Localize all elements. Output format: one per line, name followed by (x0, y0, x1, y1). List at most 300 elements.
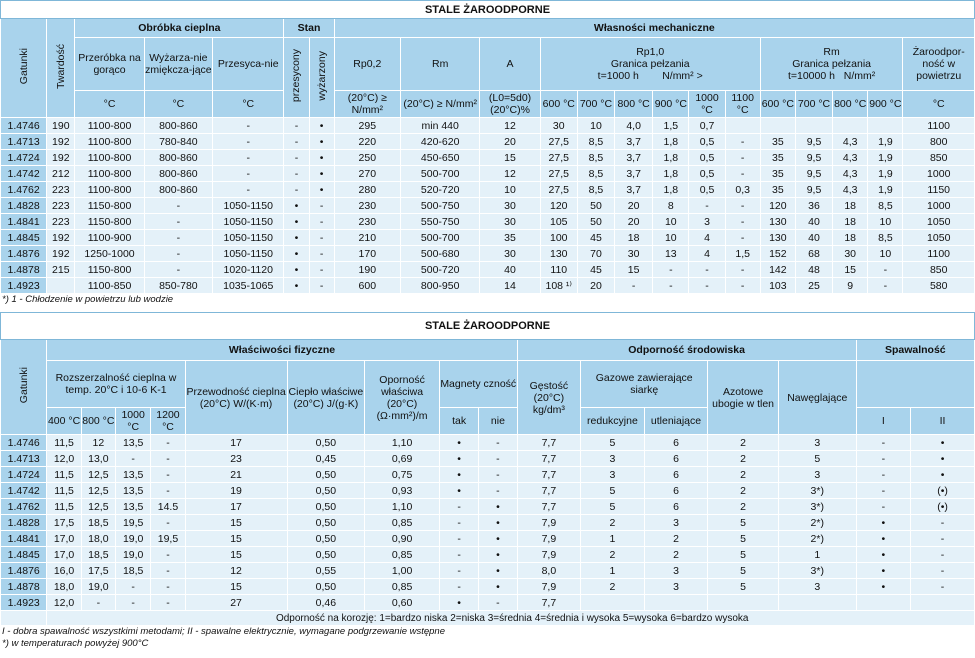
header2-temp-1000: 1000 °C (116, 408, 151, 435)
table-cell: 27,5 (540, 182, 577, 198)
table-cell: 192 (47, 134, 75, 150)
table-cell (725, 118, 760, 134)
table-cell: 550-750 (400, 214, 479, 230)
table-cell: 5 (708, 515, 779, 531)
table-cell: 14.5 (151, 499, 185, 515)
table-cell: 8,5 (577, 150, 614, 166)
table-cell: - (479, 451, 517, 467)
table-cell: 2*) (778, 531, 856, 547)
table-cell: 6 (644, 467, 708, 483)
unit-wyzarzanie: °C (144, 91, 212, 118)
table-cell: 1050-1150 (213, 198, 284, 214)
table-cell: 9,5 (795, 150, 832, 166)
table-cell: 1035-1065 (213, 278, 284, 294)
table-cell: 1150-800 (75, 262, 144, 278)
table-cell: - (151, 451, 185, 467)
table-cell: - (856, 483, 910, 499)
table-cell: 3 (689, 214, 725, 230)
grade-cell: 1.4762 (1, 499, 47, 515)
table-cell: 17 (185, 499, 287, 515)
table-cell: 12,5 (81, 467, 115, 483)
table-cell: • (856, 515, 910, 531)
table-cell: 800-860 (144, 118, 212, 134)
grade-cell: 1.4724 (1, 150, 47, 166)
table-cell: • (439, 595, 478, 611)
table-cell: 36 (795, 198, 832, 214)
header-rp10-temp: 900 °C (653, 91, 689, 118)
header2-temp-800: 800 °C (81, 408, 115, 435)
table-cell: • (284, 230, 309, 246)
table-cell: 12 (480, 118, 540, 134)
table-cell: 520-720 (400, 182, 479, 198)
table-cell: 2 (644, 547, 708, 563)
table-cell: 0,5 (689, 166, 725, 182)
header-przerobka: Przeróbka na gorąco (75, 38, 144, 91)
table-cell: 35 (760, 150, 795, 166)
table-cell: 18 (833, 198, 868, 214)
table-cell: 30 (833, 246, 868, 262)
table-cell: 2*) (778, 515, 856, 531)
table-cell: • (856, 531, 910, 547)
grade-cell: 1.4878 (1, 262, 47, 278)
table-cell: 15 (185, 579, 287, 595)
table-cell: 13,0 (81, 451, 115, 467)
table-cell: 17,5 (81, 563, 115, 579)
table-cell: - (911, 579, 975, 595)
table-cell (581, 595, 645, 611)
table-cell: 7,9 (517, 531, 581, 547)
table-cell: - (116, 579, 151, 595)
header-zarood: Żaroodpor-ność w powietrzu (903, 38, 975, 91)
table-cell: 15 (185, 547, 287, 563)
table-cell: 1100-800 (75, 150, 144, 166)
table-cell: 0,5 (689, 150, 725, 166)
footnote-2: I - dobra spawalność wszystkimi metodami; II - spawalne elektrycznie, wymagane podgrzewanie wstępne (2, 626, 446, 637)
table-cell: 19 (185, 483, 287, 499)
table-cell: 8,5 (577, 166, 614, 182)
table-row (1, 499, 975, 515)
grade-cell: 1.4923 (1, 595, 47, 611)
header-twardosc: Twardość (47, 19, 75, 118)
table-cell: - (213, 166, 284, 182)
table-cell: 0,50 (287, 499, 365, 515)
table-cell: 7,7 (517, 467, 581, 483)
table-cell: - (309, 246, 334, 262)
table-cell: 223 (47, 182, 75, 198)
table-cell (911, 595, 975, 611)
table-cell: 4 (689, 246, 725, 262)
table-cell: 25 (795, 278, 832, 294)
header-rm2-temp: 700 °C (795, 91, 832, 118)
table-cell: 9,5 (795, 182, 832, 198)
table-cell: 0,5 (689, 134, 725, 150)
table-cell: 0,45 (287, 451, 365, 467)
table-cell: 1,5 (653, 118, 689, 134)
table-cell: 70 (577, 246, 614, 262)
table-cell: 215 (47, 262, 75, 278)
table-cell: 1050-1150 (213, 246, 284, 262)
header-fiz: Właściwości fizyczne (47, 340, 517, 361)
table-cell (795, 118, 832, 134)
table-cell: 500-700 (400, 166, 479, 182)
grade-cell: 1.4845 (1, 547, 47, 563)
header-magn: Magnety czność (439, 361, 517, 408)
table-cell: - (213, 150, 284, 166)
table-cell: 1 (581, 531, 645, 547)
table-row (1, 230, 975, 246)
table-row (1, 166, 975, 182)
table-cell: 280 (334, 182, 400, 198)
header2-gatunki: Gatunki (1, 340, 47, 435)
table-cell: 3*) (778, 499, 856, 515)
table-cell: - (439, 563, 478, 579)
table-cell: - (213, 118, 284, 134)
header-wyzarzanie: Wyżarza-nie zmiękcza-jące (144, 38, 212, 91)
table-row (1, 483, 975, 499)
table-physical (0, 312, 975, 626)
table-cell: 1 (581, 563, 645, 579)
table-cell: 0,50 (287, 515, 365, 531)
table-cell: 850 (903, 262, 975, 278)
table-cell (760, 118, 795, 134)
table-cell: 0,46 (287, 595, 365, 611)
table-cell: - (284, 150, 309, 166)
table-row (1, 262, 975, 278)
table-cell: • (309, 182, 334, 198)
table-cell: 800-860 (144, 182, 212, 198)
table-cell: 192 (47, 246, 75, 262)
table-cell: 3,7 (615, 150, 653, 166)
table-cell: - (856, 435, 910, 451)
table-cell: 18 (833, 214, 868, 230)
table-cell: 600 (334, 278, 400, 294)
table-cell: 7,9 (517, 515, 581, 531)
table-cell: 142 (760, 262, 795, 278)
table-cell: - (309, 230, 334, 246)
header-spaw: Spawalność (856, 340, 974, 361)
table-cell: 4,3 (833, 150, 868, 166)
table-cell: min 440 (400, 118, 479, 134)
table-cell: - (151, 547, 185, 563)
header-rm2-temp: 600 °C (760, 91, 795, 118)
table-cell: - (151, 467, 185, 483)
table-cell: - (856, 467, 910, 483)
table-cell: 192 (47, 230, 75, 246)
table-cell: - (116, 451, 151, 467)
table-cell: 780-840 (144, 134, 212, 150)
table-cell: - (309, 198, 334, 214)
header-naweg: Nawęglające (778, 361, 856, 435)
table-row (1, 214, 975, 230)
table-cell: 19,5 (151, 531, 185, 547)
grade-cell: 1.4746 (1, 435, 47, 451)
grade-cell: 1.4724 (1, 467, 47, 483)
table-cell: • (284, 198, 309, 214)
header2-temp-1200: 1200 °C (151, 408, 185, 435)
table-cell: 5 (708, 579, 779, 595)
table-cell: • (856, 579, 910, 595)
table-cell: - (725, 134, 760, 150)
table-cell: - (479, 483, 517, 499)
table-cell: 12,0 (47, 451, 81, 467)
table-cell: 0,7 (689, 118, 725, 134)
table-cell: - (653, 262, 689, 278)
table-cell: 1,8 (653, 182, 689, 198)
table-cell: - (911, 515, 975, 531)
grade-cell: 1.4828 (1, 515, 47, 531)
table-cell: 12,5 (81, 499, 115, 515)
table-cell: (•) (911, 499, 975, 515)
grade-cell: 1.4746 (1, 118, 47, 134)
table-cell: 8 (653, 198, 689, 214)
table-cell: 0,55 (287, 563, 365, 579)
table-cell: 1,5 (725, 246, 760, 262)
table-cell: 1050-1150 (213, 230, 284, 246)
table-cell: 295 (334, 118, 400, 134)
table-cell: 1,8 (653, 166, 689, 182)
table-cell: • (479, 531, 517, 547)
table-cell: 1,8 (653, 150, 689, 166)
table-cell: 40 (795, 230, 832, 246)
table-cell: 3 (778, 579, 856, 595)
table-cell: 7,9 (517, 579, 581, 595)
table-cell: 800-950 (400, 278, 479, 294)
table-cell: 21 (185, 467, 287, 483)
header2-temp-400: 400 °C (47, 408, 81, 435)
table-cell: - (725, 150, 760, 166)
header-azot: Azotowe ubogie w tlen (708, 361, 779, 435)
table-cell: 13,5 (116, 435, 151, 451)
table-row (1, 182, 975, 198)
table-cell: 580 (903, 278, 975, 294)
header-rm2-temp: 900 °C (868, 91, 903, 118)
table-cell: • (309, 118, 334, 134)
table-cell: - (868, 262, 903, 278)
table-cell (778, 595, 856, 611)
table-cell: 1050 (903, 214, 975, 230)
header-wlasnosci: Własności mechaniczne (334, 19, 974, 38)
table-cell: 130 (760, 230, 795, 246)
table-cell: • (479, 579, 517, 595)
table-cell: 130 (760, 214, 795, 230)
table-cell: - (856, 451, 910, 467)
table-cell: 2 (708, 435, 779, 451)
table-cell: 5 (778, 451, 856, 467)
header-cieplo: Ciepło właściwe (20°C) J/(g·K) (287, 361, 365, 435)
table-cell: - (439, 579, 478, 595)
table-row (1, 246, 975, 262)
header-tak: tak (439, 408, 478, 435)
table-cell: 12,5 (81, 483, 115, 499)
table-cell: 120 (760, 198, 795, 214)
grade-cell: 1.4762 (1, 182, 47, 198)
table-cell: 18,5 (81, 547, 115, 563)
header-utl: utleniające (644, 408, 708, 435)
table-cell: 11,5 (47, 435, 81, 451)
table-cell: 10 (480, 182, 540, 198)
table-cell: 14 (480, 278, 540, 294)
table-cell: 30 (480, 214, 540, 230)
table-cell: 420-620 (400, 134, 479, 150)
table-cell: 35 (760, 166, 795, 182)
table-cell: 3 (644, 563, 708, 579)
table-cell: 2 (581, 547, 645, 563)
table-cell: • (439, 435, 478, 451)
table-cell: - (213, 182, 284, 198)
table-row (1, 579, 975, 595)
table-cell: • (856, 547, 910, 563)
table-cell: 11,5 (47, 483, 81, 499)
table2-title: STALE ŻAROODPORNE (1, 313, 975, 340)
table-cell: 3 (778, 467, 856, 483)
table-row (1, 451, 975, 467)
table-row (1, 198, 975, 214)
table-row (1, 150, 975, 166)
table-cell: 7,7 (517, 499, 581, 515)
grade-cell: 1.4713 (1, 451, 47, 467)
table-cell: - (725, 278, 760, 294)
table-cell: • (309, 166, 334, 182)
table-cell: 0,50 (287, 531, 365, 547)
table-cell: - (725, 198, 760, 214)
table-cell: - (144, 198, 212, 214)
header-przew: Przewodność cieplna (20°C) W/(K·m) (185, 361, 287, 435)
grade-cell: 1.4845 (1, 230, 47, 246)
table-cell: 35 (760, 134, 795, 150)
table-cell: 1050-1150 (213, 214, 284, 230)
table-cell: 2 (708, 451, 779, 467)
header-gatunki: Gatunki (1, 19, 47, 118)
grade-cell: 1.4841 (1, 214, 47, 230)
table-cell: 3 (581, 467, 645, 483)
table-cell: 7,7 (517, 595, 581, 611)
table-cell: - (725, 214, 760, 230)
table-cell: 5 (581, 435, 645, 451)
table-cell: 110 (540, 262, 577, 278)
table-cell: 10 (653, 230, 689, 246)
table-cell: 7,7 (517, 435, 581, 451)
table-cell: 17,0 (47, 531, 81, 547)
table-cell: 0,90 (365, 531, 440, 547)
table-cell: 4,3 (833, 166, 868, 182)
header-spaw-I: I (856, 408, 910, 435)
table-cell: 3,7 (615, 182, 653, 198)
table-cell: - (725, 230, 760, 246)
footnote-1: *) 1 - Chłodzenie w powietrzu lub wodzie (2, 294, 174, 305)
table-cell: 40 (795, 214, 832, 230)
header-rp: Rp0,2 (334, 38, 400, 91)
table-cell: 30 (480, 198, 540, 214)
table-cell: 5 (708, 531, 779, 547)
header-nie: nie (479, 408, 517, 435)
table-cell: 2 (708, 483, 779, 499)
table-cell: (•) (911, 483, 975, 499)
table-cell: 20 (615, 214, 653, 230)
table-cell: 1050 (903, 230, 975, 246)
table-cell: 27,5 (540, 134, 577, 150)
table-cell: 20 (480, 134, 540, 150)
unit-przesycanie: °C (213, 91, 284, 118)
header-a: A (480, 38, 540, 91)
table-cell: 270 (334, 166, 400, 182)
table-cell: 10 (868, 214, 903, 230)
table-cell: 16,0 (47, 563, 81, 579)
table-cell: 10 (868, 246, 903, 262)
table-cell: 7,9 (517, 547, 581, 563)
table-cell: - (284, 134, 309, 150)
table-title: STALE ŻAROODPORNE (1, 1, 975, 19)
table-cell: 1 (778, 547, 856, 563)
table-row (1, 531, 975, 547)
table-cell: 850-780 (144, 278, 212, 294)
unit-a: (L0=5d0) (20°C)% (480, 91, 540, 118)
grade-cell: 1.4742 (1, 483, 47, 499)
table-cell: - (284, 118, 309, 134)
table-cell: 120 (540, 198, 577, 214)
header-rp10: Rp1,0 Granica pełzania t=1000 h N/mm² > (540, 38, 760, 91)
table-cell: • (284, 214, 309, 230)
table-cell: 17,0 (47, 547, 81, 563)
table-cell: • (479, 547, 517, 563)
table-cell: 5 (581, 499, 645, 515)
table-cell: 220 (334, 134, 400, 150)
table-cell: 500-750 (400, 198, 479, 214)
table-cell: 192 (47, 150, 75, 166)
table-cell: 17,5 (47, 515, 81, 531)
table-cell: 1150-800 (75, 198, 144, 214)
table-cell: 20 (615, 198, 653, 214)
header-opor: Oporność właściwa (20°C) (Ω·mm²)/m (365, 361, 440, 435)
table-cell: - (689, 198, 725, 214)
table-cell: 23 (185, 451, 287, 467)
table-cell: 1150-800 (75, 214, 144, 230)
header-rm: Rm (400, 38, 479, 91)
table-cell: 1,9 (868, 166, 903, 182)
table-cell: 0,85 (365, 547, 440, 563)
table-cell: - (144, 262, 212, 278)
table-cell: 19,0 (81, 579, 115, 595)
table-cell: 0,50 (287, 579, 365, 595)
table-cell: - (144, 230, 212, 246)
table-cell: 105 (540, 214, 577, 230)
table-cell: 3 (644, 579, 708, 595)
table-cell: 0,50 (287, 547, 365, 563)
table-cell: 0,50 (287, 435, 365, 451)
table-cell: - (284, 182, 309, 198)
table-cell: 7,7 (517, 483, 581, 499)
table-row (1, 467, 975, 483)
grade-cell: 1.4876 (1, 246, 47, 262)
table-cell: 0,69 (365, 451, 440, 467)
unit-zarood: °C (903, 91, 975, 118)
table-cell: 12 (185, 563, 287, 579)
table-cell: - (439, 499, 478, 515)
table-cell: 0,5 (689, 182, 725, 198)
table-cell: 7,7 (517, 451, 581, 467)
table-cell: 15 (615, 262, 653, 278)
table-cell: 500-720 (400, 262, 479, 278)
table-cell: 18,5 (116, 563, 151, 579)
table-cell: 0,60 (365, 595, 440, 611)
grade-cell: 1.4876 (1, 563, 47, 579)
table-cell: 2 (708, 499, 779, 515)
table-cell: - (151, 563, 185, 579)
table-cell: 0,3 (725, 182, 760, 198)
table-cell: • (439, 467, 478, 483)
table-cell: 800-860 (144, 150, 212, 166)
table-cell: 10 (653, 214, 689, 230)
table-cell: 17 (185, 435, 287, 451)
